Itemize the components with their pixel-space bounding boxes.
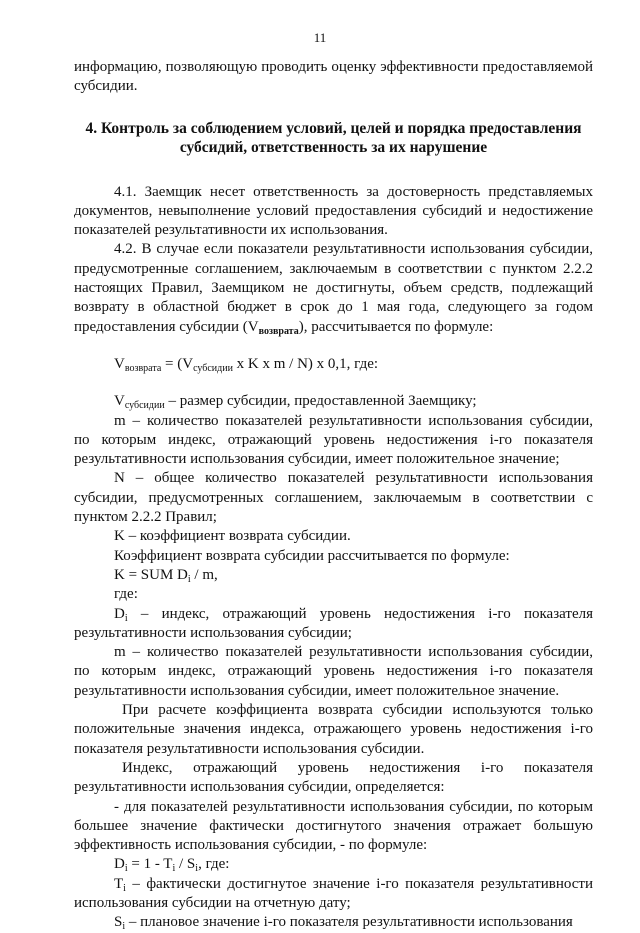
definition-m-repeat: m – количество показателей результативности использования субсидии, по которым индекс, отражающий уровень недостижения i-го показателя результативности использования субсидии, имеет положительное значение. — [74, 644, 593, 699]
definition-k: K – коэффициент возврата субсидии. — [114, 528, 351, 545]
paragraph-calculation: При расчете коэффициента возврата субсидии используются только положительные значения индекса, отражающего уровень недостижения i-го показателя результативности использования субсидии. — [74, 702, 593, 757]
coefficient-intro: Коэффициент возврата субсидии рассчитывается по формуле: — [114, 547, 510, 564]
paragraph-4-2: 4.2. В случае если показатели результативности использования субсидии, предусмотренные соглашением, заключаемым в соответствии с пунктом 2.2.2 настоящих Правил, Заемщиком не достигнуты, объем средств, подлежащий возврату в областной бюджет в срок до 1 мая года, следующего за годом предоставления субсидии $(V_{возврата})$, рассчитывается по формуле: — [74, 241, 593, 337]
section-title: 4. Контроль за соблюдением условий, целей и порядка предоставления субсидий, ответственность за их нарушение — [85, 119, 582, 156]
paragraph-bullet: - для показателей результативности использования субсидии, по которым большее значение фактически достигнутого значения отражает большую эффективность использования субсидии, - по формуле: — [74, 798, 593, 854]
paragraph-4-1: 4.1. Заемщик несет ответственность за достоверность представляемых документов, невыполнение условий предоставления субсидий и недостижение показателей результативности их использования. — [74, 183, 593, 239]
definition-d: $D_i$ – индекс, отражающий уровень недостижения i-го показателя результативности использования субсидии; — [74, 605, 593, 641]
page-number: 11 — [313, 30, 327, 45]
paragraph-index: Индекс, отражающий уровень недостижения i-го показателя результативности использования субсидии, определяется: — [74, 759, 593, 796]
definition-s: $S_i$ – плановое значение i-го показателя результативности использования — [114, 914, 573, 933]
definition-n: N – общее количество показателей результативности использования субсидии, предусмотренных соглашением, заключаемым в соответствии с пунктом 2.2.2 Правил; — [74, 470, 593, 526]
document-body — [74, 58, 593, 933]
formula-index: $D_i = 1 - T_i / S_i$, где: — [114, 856, 230, 875]
definition-t: $T_i$ – фактически достигнутое значение i-го показателя результативности использования субсидии на отчетную дату; — [74, 875, 593, 911]
definition-v-subsidy: $V_{субсидии}$ – размер субсидии, предоставленной Заемщику; — [114, 393, 477, 412]
formula-coefficient: K = SUM $D_i$ / m, — [114, 566, 218, 585]
formula-return-volume: $V_{возврата} = (V_{субсидии}$ x K x m / N) x 0,1, где: — [114, 355, 379, 374]
definition-m: m – количество показателей результативности использования субсидии, по которым индекс, отражающий уровень недостижения i-го показателя результативности использования субсидии, имеет положительное значение; — [74, 412, 593, 468]
intro-paragraph: информацию, позволяющую проводить оценку эффективности предоставляемой субсидии. — [74, 59, 593, 95]
where-label: где: — [114, 586, 138, 603]
